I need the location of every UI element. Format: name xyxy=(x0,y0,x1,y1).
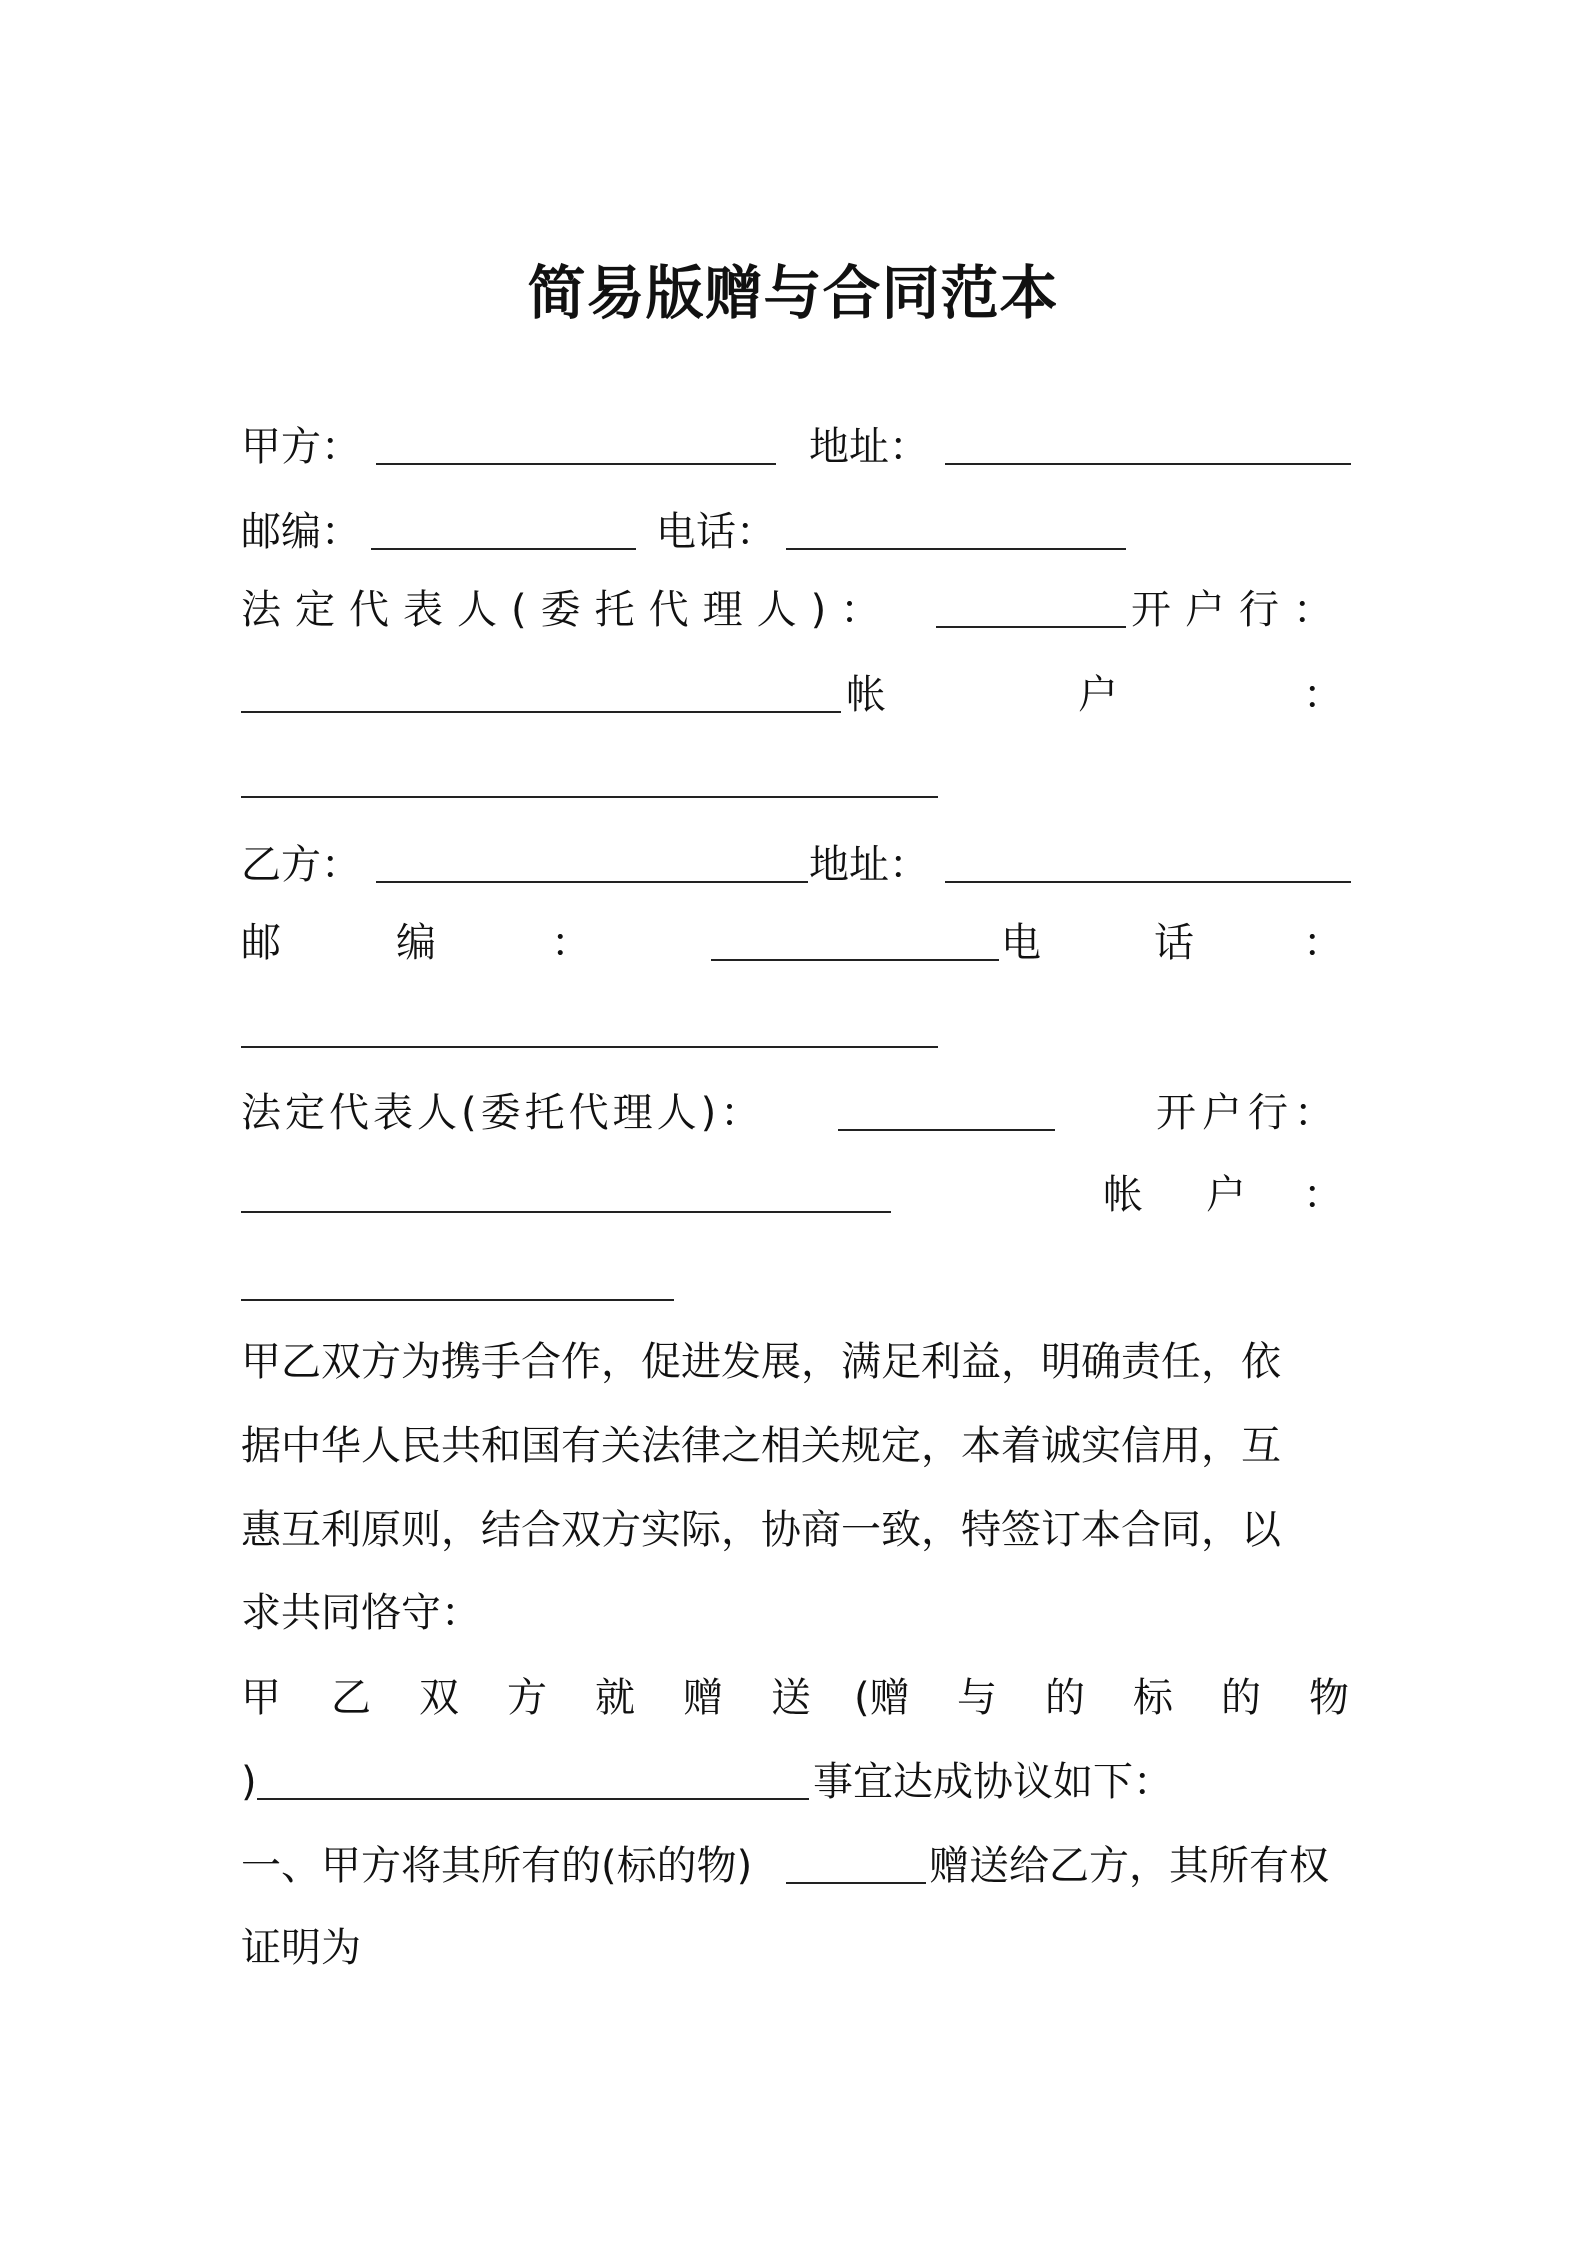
clause-1-end: 赠送给乙方，其所有权 xyxy=(929,1843,1329,1889)
gift-char: 乙 xyxy=(331,1675,371,1721)
gift-char: 方 xyxy=(507,1675,547,1721)
party-b-postcode-blank[interactable] xyxy=(711,927,999,961)
gift-subject-line-1 xyxy=(241,1668,1351,1728)
gift-paren-close: ) xyxy=(241,1759,257,1805)
party-b-bank-blank[interactable] xyxy=(241,1179,891,1213)
party-b-postcode-char-2: 编 xyxy=(396,920,436,966)
party-b-account-blank[interactable] xyxy=(241,1267,674,1301)
gift-subject-blank[interactable] xyxy=(257,1766,809,1800)
party-a-rep-bank-line xyxy=(241,580,1351,640)
gift-char: 甲 xyxy=(241,1675,281,1721)
party-a-postcode-label: 邮编： xyxy=(241,509,361,555)
party-b-account-blank-line xyxy=(241,1253,1351,1313)
party-a-address-blank[interactable] xyxy=(945,431,1351,465)
party-a-label: 甲方： xyxy=(241,424,361,470)
party-a-name-blank[interactable] xyxy=(376,431,776,465)
party-b-phone-blank[interactable] xyxy=(241,1014,938,1048)
party-b-address-label: 地址： xyxy=(809,842,929,888)
party-a-phone-label: 电话： xyxy=(656,509,776,555)
intro-line-3: 惠互利原则，结合双方实际，协商一致，特签订本合同，以 xyxy=(241,1507,1281,1553)
gift-agreement-text: 事宜达成协议如下： xyxy=(813,1759,1173,1805)
party-a-name-address-line xyxy=(241,417,1351,477)
party-b-phone-char-3: ： xyxy=(1303,920,1343,966)
party-a-rep-blank[interactable] xyxy=(936,594,1126,628)
gift-subject-line-2 xyxy=(241,1752,1351,1812)
party-b-name-blank[interactable] xyxy=(376,849,808,883)
document-title: 简易版赠与合同范本 xyxy=(527,259,1059,327)
gift-char: 双 xyxy=(419,1675,459,1721)
party-b-bank-label: 开户行： xyxy=(1156,1090,1340,1136)
party-b-account-char-1: 帐 xyxy=(1103,1172,1143,1218)
clause-1-start: 一、甲方将其所有的(标的物) xyxy=(241,1843,753,1889)
gift-char: 的 xyxy=(1045,1675,1085,1721)
party-b-account-char-2: 户 xyxy=(1206,1172,1246,1218)
party-b-phone-char-2: 话 xyxy=(1154,920,1194,966)
party-b-address-blank[interactable] xyxy=(945,849,1351,883)
party-b-rep-label: 法定代表人(委托代理人)： xyxy=(241,1090,765,1136)
intro-line-1: 甲乙双方为携手合作，促进发展，满足利益，明确责任，依 xyxy=(241,1339,1281,1385)
gift-char: 就 xyxy=(595,1675,635,1721)
party-a-rep-label: 法定代表人(委托代理人)： xyxy=(241,587,895,633)
party-a-phone-blank[interactable] xyxy=(786,516,1126,550)
party-a-bank-account-line xyxy=(241,665,1351,725)
gift-char: 的 xyxy=(1221,1675,1261,1721)
party-b-bank-account-line xyxy=(241,1165,1351,1225)
clause-1-line-2: 证明为 xyxy=(241,1925,361,1971)
party-a-postcode-blank[interactable] xyxy=(371,516,636,550)
party-a-account-char-2: 户 xyxy=(1078,672,1118,718)
party-b-account-char-3: ： xyxy=(1303,1172,1343,1218)
gift-char: (赠 xyxy=(854,1675,910,1721)
gift-char: 与 xyxy=(957,1675,997,1721)
party-a-account-blank-line xyxy=(241,750,1351,810)
party-b-postcode-char-1: 邮 xyxy=(241,920,281,966)
party-b-rep-bank-line xyxy=(241,1083,1351,1143)
gift-char: 赠 xyxy=(683,1675,723,1721)
party-a-bank-label: 开户行： xyxy=(1131,587,1347,633)
party-a-postcode-phone-line xyxy=(241,502,1351,562)
gift-char: 送 xyxy=(771,1675,811,1721)
gift-char: 标 xyxy=(1133,1675,1173,1721)
party-a-account-char-1: 帐 xyxy=(846,672,886,718)
intro-line-4: 求共同恪守： xyxy=(241,1590,481,1636)
clause-1-object-blank[interactable] xyxy=(786,1850,926,1884)
party-b-postcode-phone-line xyxy=(241,913,1351,973)
intro-line-2: 据中华人民共和国有关法律之相关规定，本着诚实信用，互 xyxy=(241,1423,1281,1469)
party-b-name-address-line xyxy=(241,835,1351,895)
clause-1-line-1 xyxy=(241,1836,1351,1896)
party-b-rep-blank[interactable] xyxy=(838,1097,1055,1131)
party-b-phone-blank-line xyxy=(241,1000,1351,1060)
party-b-postcode-char-3: ： xyxy=(551,920,591,966)
gift-char: 物 xyxy=(1309,1675,1349,1721)
party-b-phone-char-1: 电 xyxy=(1001,920,1041,966)
party-a-address-label: 地址： xyxy=(809,424,929,470)
party-a-account-blank[interactable] xyxy=(241,764,938,798)
party-b-label: 乙方： xyxy=(241,842,361,888)
party-a-bank-blank[interactable] xyxy=(241,679,841,713)
party-a-account-char-3: ： xyxy=(1303,672,1343,718)
